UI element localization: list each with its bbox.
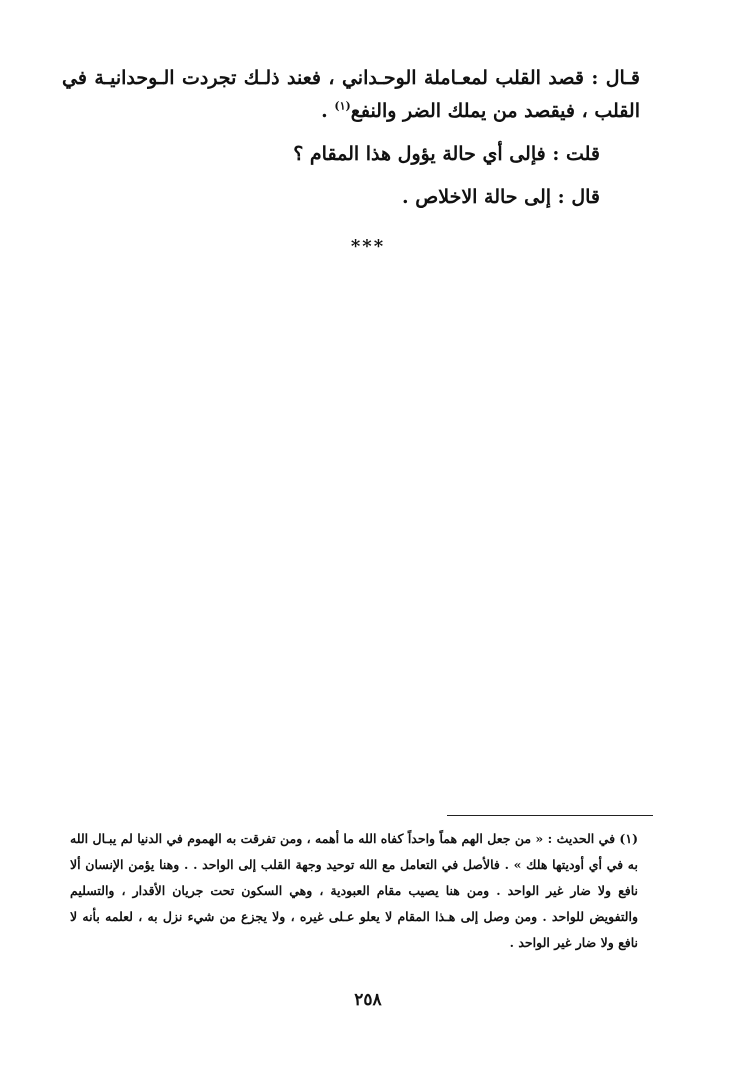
footnote-divider bbox=[447, 815, 653, 816]
footnote-1: (١) في الحديث : « من جعل الهم هماً واحداً كفاه الله ما أهمه ، ومن تفرقت به الهموم في الدنيا لم يبـال الله به في أي أوديتها هلك » . فالأصل في التعامل مع الله توحيد وجهة القلب إلى الواحد . . وهنا يؤمن الإنسان ألا نافع ولا ضار غير الواحد . ومن هنا يصيب مقام العبودية ، وهي السكون تحت جريان الأقدار ، والتسليم والتفويض للواحد . ومن وصل إلى هـذا المقام لا يعلو عـلى غيره ، ولا يجزع من شيء نزل به ، لعلمه بأنه لا نافع ولا ضار غير الواحد . bbox=[70, 831, 638, 950]
paragraph-2: قلت : فإلى أي حالة يؤول هذا المقام ؟ bbox=[293, 143, 600, 165]
footnote-block bbox=[70, 826, 638, 956]
paragraph-1-end: . bbox=[321, 100, 335, 122]
paragraph-1 bbox=[62, 62, 640, 128]
main-text-block bbox=[62, 62, 640, 214]
page-number: ٢٥٨ bbox=[354, 990, 382, 1010]
paragraph-3: قال : إلى حالة الاخلاص . bbox=[402, 186, 600, 208]
paragraph-1-text: قـال : قصد القلب لمعـاملة الوحـداني ، فعند ذلـك تجردت الـوحدانيـة في القلب ، فيقصد من يملك الضر والنفع bbox=[62, 67, 640, 122]
footnote-reference: (١) bbox=[334, 99, 351, 113]
section-separator: *** bbox=[350, 236, 386, 257]
